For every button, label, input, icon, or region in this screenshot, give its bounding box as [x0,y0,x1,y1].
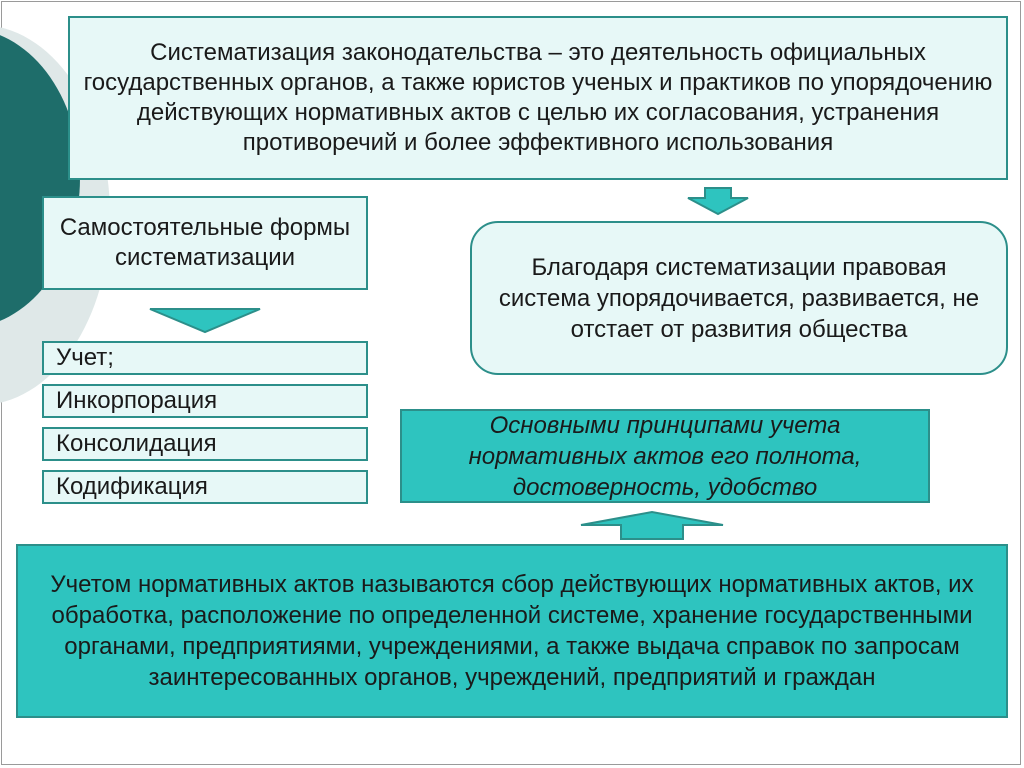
accounting-definition-box [16,544,1008,718]
principles-text: Основными принципами учета нормативных актов его полнота, достоверность, удобство [468,411,862,501]
form-item-label: Инкорпорация [56,387,218,414]
principles-box [400,409,930,503]
result-text: Благодаря систематизации правовая система упорядочивается, развивается, не отстает от развития общества [498,253,980,343]
form-item-label: Консолидация [56,430,217,457]
form-item-consolidation [42,427,368,461]
accounting-definition-text: Учетом нормативных актов называются сбор действующих нормативных актов, их обработка, расположение по определенной системе, хранение государственными органами, предприятиями, учреждениями, а также выдача справок по запросам заинтересованных органов, учреждений, предприятий и граждан [50,571,974,691]
form-item-accounting [42,341,368,375]
forms-title-text: Самостоятельные формы систематизации [59,214,351,271]
arrow-down-forms-icon [146,305,264,335]
form-item-label: Кодификация [56,473,208,500]
definition-text: Систематизация законодательства – это деятельность официальных государственных органов, а также юристов ученых и практиков по упорядочению действующих нормативных актов с целью их согласования, устранения противоречий и более эффективного использования [83,39,993,156]
form-item-codification [42,470,368,504]
forms-title-box [42,196,368,290]
result-box [470,221,1008,375]
arrow-down-result-icon [685,186,751,216]
arrow-up-principles-icon [578,509,726,541]
form-item-incorporation [42,384,368,418]
form-item-label: Учет; [56,344,114,371]
definition-box [68,16,1008,180]
